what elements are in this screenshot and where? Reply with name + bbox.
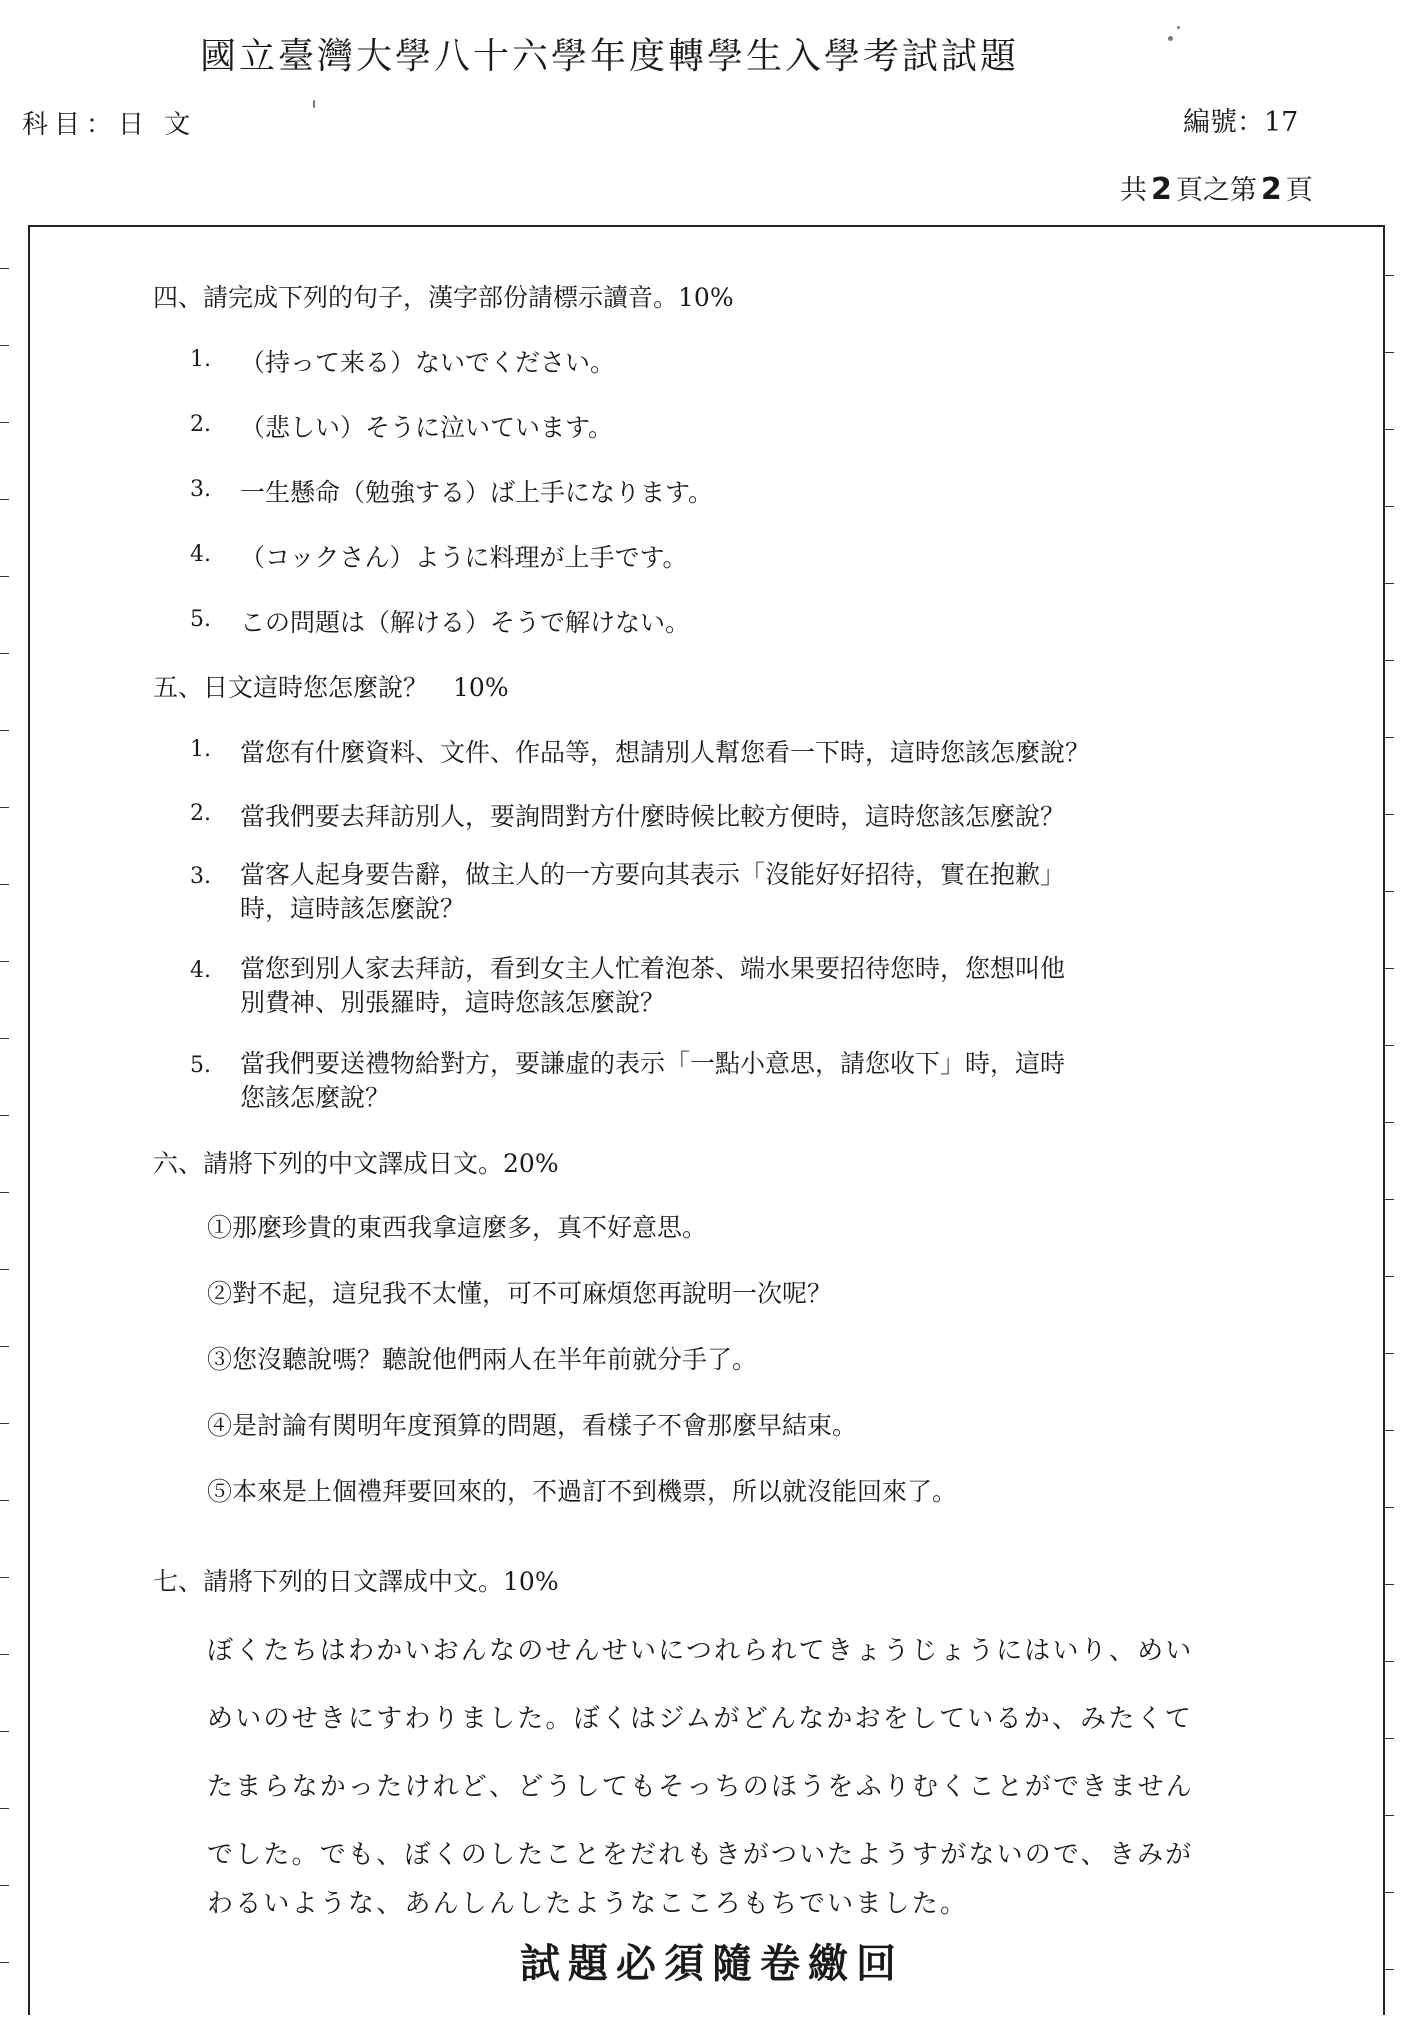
page-info-suffix: 頁 [1285, 175, 1313, 206]
passage-line: たまらなかったけれど、どうしてもそっちのほうをふりむくことができません [207, 1772, 1195, 1802]
question-number: 3. [190, 477, 211, 502]
section-5-heading: 五、日文這時您怎麼說？ 10% [153, 673, 509, 702]
page-current: 2 [1260, 172, 1282, 207]
question-text-line: 當我們要送禮物給對方，要謙虛的表示「一點小意思，請您收下」時，這時 [240, 1049, 1066, 1078]
translation-item: ④是討論有関明年度預算的問題，看樣子不會那麼早結束。 [207, 1411, 858, 1440]
question-text-line: 當客人起身要告辭，做主人的一方要向其表示「沒能好好招待，實在抱歉」 [240, 860, 1066, 889]
section-6-heading: 六、請將下列的中文譯成日文。20% [153, 1149, 559, 1178]
translation-item: ③您沒聽說嗎？聽說他們兩人在半年前就分手了。 [207, 1345, 758, 1374]
page-info-prefix: 共 [1120, 175, 1147, 206]
passage-line: めいのせきにすわりました。ぼくはジムがどんなかおをしているか、みたくて [207, 1704, 1193, 1734]
question-number: 1. [190, 737, 211, 762]
question-text [240, 858, 1230, 926]
return-notice: 試題必須隨卷繳回 [520, 1940, 904, 1987]
passage-line: わるいような、あんしんしたようなこころもちでいました。 [207, 1889, 969, 1919]
passage-line: ぼくたちはわかいおんなのせんせいにつれられてきょうじょうにはいり、めい [207, 1636, 1194, 1666]
question-text-line: 您該怎麼說？ [240, 1083, 391, 1112]
section-7-heading: 七、請將下列的日文譯成中文。10% [153, 1567, 559, 1596]
question-text-line: 當您到別人家去拜訪，看到女主人忙着泡茶、端水果要招待您時，您想叫他 [240, 954, 1066, 983]
question-text: 當您有什麼資料、文件、作品等，想請別人幫您看一下時，這時您該怎麼說？ [240, 738, 1091, 767]
scan-speck [1168, 36, 1173, 41]
page-total: 2 [1151, 172, 1172, 207]
question-text-line: 別費神、別張羅時，這時您該怎麼說？ [240, 988, 666, 1017]
question-text: （持って来る）ないでください。 [240, 348, 616, 377]
subject-label: 科目：日 文 [22, 110, 197, 140]
question-text: 一生懸命（勉強する）ば上手になります。 [240, 478, 714, 507]
question-number: 2. [190, 412, 211, 437]
question-text: （コックさん）ように料理が上手です。 [240, 543, 688, 572]
question-number: 4. [190, 542, 211, 567]
question-text: 當我們要去拜訪別人，要詢問對方什麼時候比較方便時，這時您該怎麼說？ [240, 802, 1066, 831]
question-number: 4. [190, 958, 211, 983]
scan-speck [313, 100, 315, 108]
question-number: 2. [190, 801, 211, 826]
translation-item: ⑤本來是上個禮拜要回來的，不過訂不到機票，所以就沒能回來了。 [207, 1477, 958, 1506]
page-info [1120, 168, 1313, 207]
question-text [240, 1047, 1230, 1115]
question-text [240, 952, 1230, 1020]
question-number: 1. [190, 347, 211, 372]
scan-speck [1177, 26, 1180, 29]
question-text-line: 時，這時該怎麼說？ [240, 894, 466, 923]
exam-number: 編號：17 [1183, 107, 1299, 138]
question-number: 5. [190, 1053, 211, 1078]
exam-title: 國立臺灣大學八十六學年度轉學生入學考試試題 [200, 36, 1020, 77]
question-number: 3. [190, 864, 211, 889]
page-info-middle: 頁之第 [1175, 175, 1257, 206]
translation-item: ②對不起，這兒我不太懂，可不可麻煩您再說明一次呢？ [207, 1279, 833, 1308]
translation-item: ①那麼珍貴的東西我拿這麼多，真不好意思。 [207, 1213, 708, 1242]
section-4-heading: 四、請完成下列的句子，漢字部份請標示讀音。10% [153, 283, 734, 312]
passage-line: でした。でも、ぼくのしたことをだれもきがついたようすがないので、きみが [207, 1840, 1194, 1870]
question-text: この問題は（解ける）そうで解けない。 [240, 608, 691, 637]
question-number: 5. [190, 607, 211, 632]
question-text: （悲しい）そうに泣いています。 [240, 413, 614, 442]
